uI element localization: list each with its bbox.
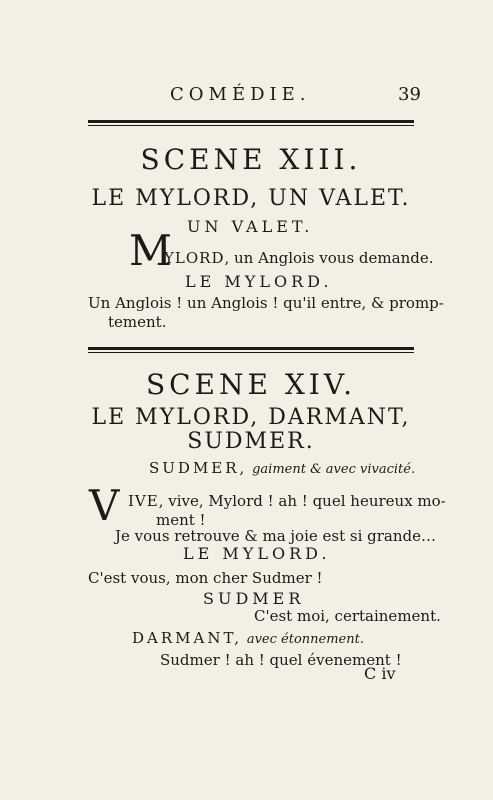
speaker-sudmer-direction xyxy=(149,459,415,477)
scene-xiv-speech-1-line-3: Je vous retrouve & ma joie est si grande… xyxy=(115,527,437,545)
speaker-sudmer-2: SUDMER xyxy=(203,589,305,608)
scene-xiv-speech-2-line-1: C'est vous, mon cher Sudmer ! xyxy=(88,569,323,587)
stage-direction-etonnement: avec étonnement. xyxy=(246,632,364,647)
page-number: 39 xyxy=(398,84,421,105)
speaker-le-mylord: LE MYLORD. xyxy=(185,272,333,291)
speaker-le-mylord-2: LE MYLORD. xyxy=(183,544,331,563)
scene-xiv-speech-1-rest: , vive, Mylord ! ah ! quel heureux mo- xyxy=(158,492,446,510)
scene-title-xiii: SCENE XIII. xyxy=(140,143,362,176)
cast-list-scene-xiii: LE MYLORD, UN VALET. xyxy=(91,186,411,211)
stage-direction-gaiment: gaiment & avec vivacité. xyxy=(252,462,416,477)
scene-xiv-speech-1-line-2: ment ! xyxy=(156,511,206,529)
speaker-darmant-direction xyxy=(132,629,364,647)
cast-list-scene-xiv-line-1: LE MYLORD, DARMANT, xyxy=(91,405,411,430)
double-rule-top xyxy=(88,120,414,126)
scene-xiii-speech-1-line-1 xyxy=(164,249,433,267)
speaker-sudmer: SUDMER, xyxy=(149,459,248,477)
catchword: C iv xyxy=(364,664,396,683)
drop-cap-m: M xyxy=(129,226,173,275)
scene-xiv-speech-4-line-1: Sudmer ! ah ! quel évenement ! xyxy=(160,651,402,669)
scene-xiv-speech-1-lead: IVE xyxy=(128,492,159,510)
speaker-darmant: DARMANT, xyxy=(132,629,243,647)
drop-cap-v: V xyxy=(89,481,120,530)
running-head: COMÉDIE. xyxy=(170,84,311,105)
scene-xiii-speech-2-line-1: Un Anglois ! un Anglois ! qu'il entre, & promp- xyxy=(88,294,444,312)
scene-xiii-speech-1-lead: YLORD xyxy=(164,249,225,267)
cast-list-scene-xiv-line-2: SUDMER. xyxy=(187,429,315,454)
scene-title-xiv: SCENE XIV. xyxy=(145,368,357,401)
double-rule-middle xyxy=(88,347,414,353)
speaker-un-valet: UN VALET. xyxy=(187,217,314,236)
scene-xiv-speech-1-line-1 xyxy=(128,492,446,510)
scene-xiii-speech-1-rest: , un Anglois vous demande. xyxy=(224,249,434,267)
scene-xiii-speech-2-line-2: tement. xyxy=(108,313,167,331)
scene-xiv-speech-3-line-1: C'est moi, certainement. xyxy=(254,607,441,625)
